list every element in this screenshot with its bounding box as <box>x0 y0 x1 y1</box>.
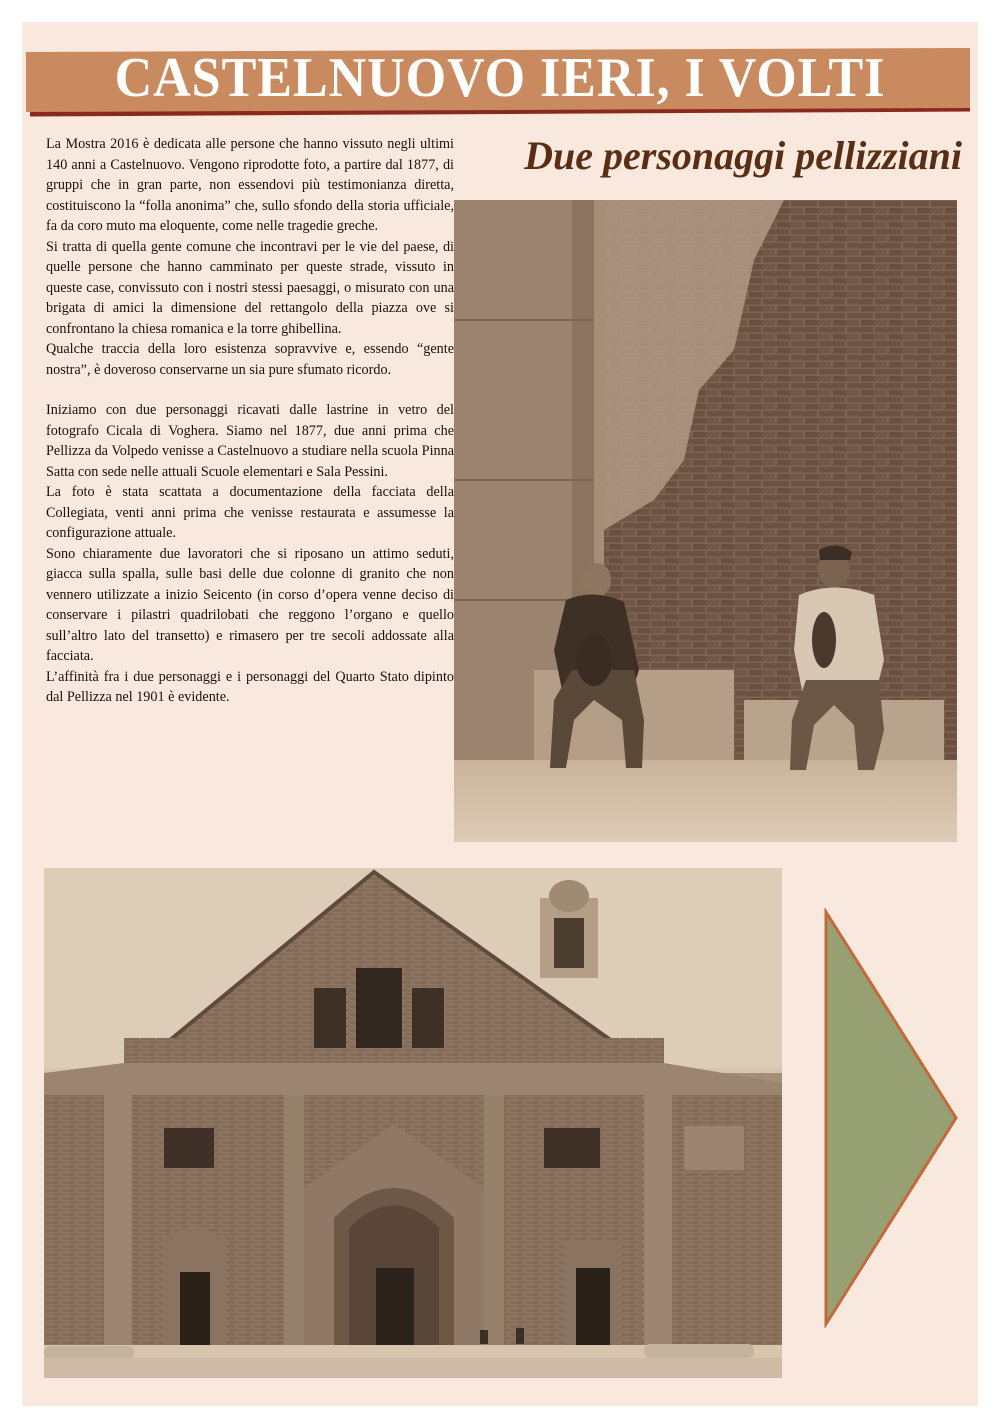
church-facade-photo <box>44 868 782 1378</box>
paragraph-facade: La foto è stata scattata a documentazione della facciata della Collegiata, venti anni prima che venisse restaurata e assumesse la configurazione attuale. <box>46 484 454 541</box>
page-title: CASTELNUOVO IERI, I VOLTI <box>114 47 886 109</box>
workers-photo-image <box>454 200 957 842</box>
poster-page <box>22 22 978 1406</box>
paragraph-quarto-stato: L’affinità fra i due personaggi e i personaggi del Quarto Stato dipinto dal Pellizza nel 1901 è evidente. <box>46 668 454 705</box>
church-facade-image <box>44 868 782 1378</box>
title-banner <box>22 40 978 114</box>
workers-photo <box>454 200 957 842</box>
paragraph-workers: Sono chiaramente due lavoratori che si riposano un attimo seduti, giacca sulla spalla, sulle basi delle due colonne di granito che non vennero utilizzate a inizio Seicento (in corso d’opera venne deciso di conservare i pilastri quadrilobati che reggono l’organo e quello sull’altro lato del transetto) e rimasero per tre secoli addossate alla facciata. <box>46 545 454 664</box>
next-page-arrow-icon[interactable] <box>822 908 962 1328</box>
section-subtitle: Due personaggi pellizziani <box>524 133 962 178</box>
paragraph-memory: Qualche traccia della loro esistenza sopravvive e, essendo “gente nostra”, è doveroso conservarne un sia pure sfumato ricordo. <box>46 341 454 378</box>
article-body <box>46 134 454 708</box>
paragraph-intro: La Mostra 2016 è dedicata alle persone che hanno vissuto negli ultimi 140 anni a Castelnuovo. Vengono riprodotte foto, a partire dal 1877, di gruppi che in gran parte, non essendovi più testimonianza diretta, costituiscono la “folla anonima” che, sullo sfondo della storia ufficiale, fa da coro muto ma eloquente, come nelle tragedie greche. <box>46 136 454 234</box>
paragraph-people: Si tratta di quella gente comune che incontravi per le vie del paese, di quelle persone che hanno camminato per queste strade, vissuto in queste case, convissuto con i nostri stessi paesaggi, o misurato con una brigata di amici la dimensione del rettangolo della piazza ove si confrontano la chiesa romanica e la torre ghibellina. <box>46 238 454 337</box>
paragraph-photographer: Iniziamo con due personaggi ricavati dalle lastrine in vetro del fotografo Cicala di Voghera. Siamo nel 1877, due anni prima che Pellizza da Volpedo venisse a Castelnuovo a studiare nella scuola Pinna Satta con sede nelle attuali Scuole elementari e Sala Pessini. <box>46 402 454 480</box>
